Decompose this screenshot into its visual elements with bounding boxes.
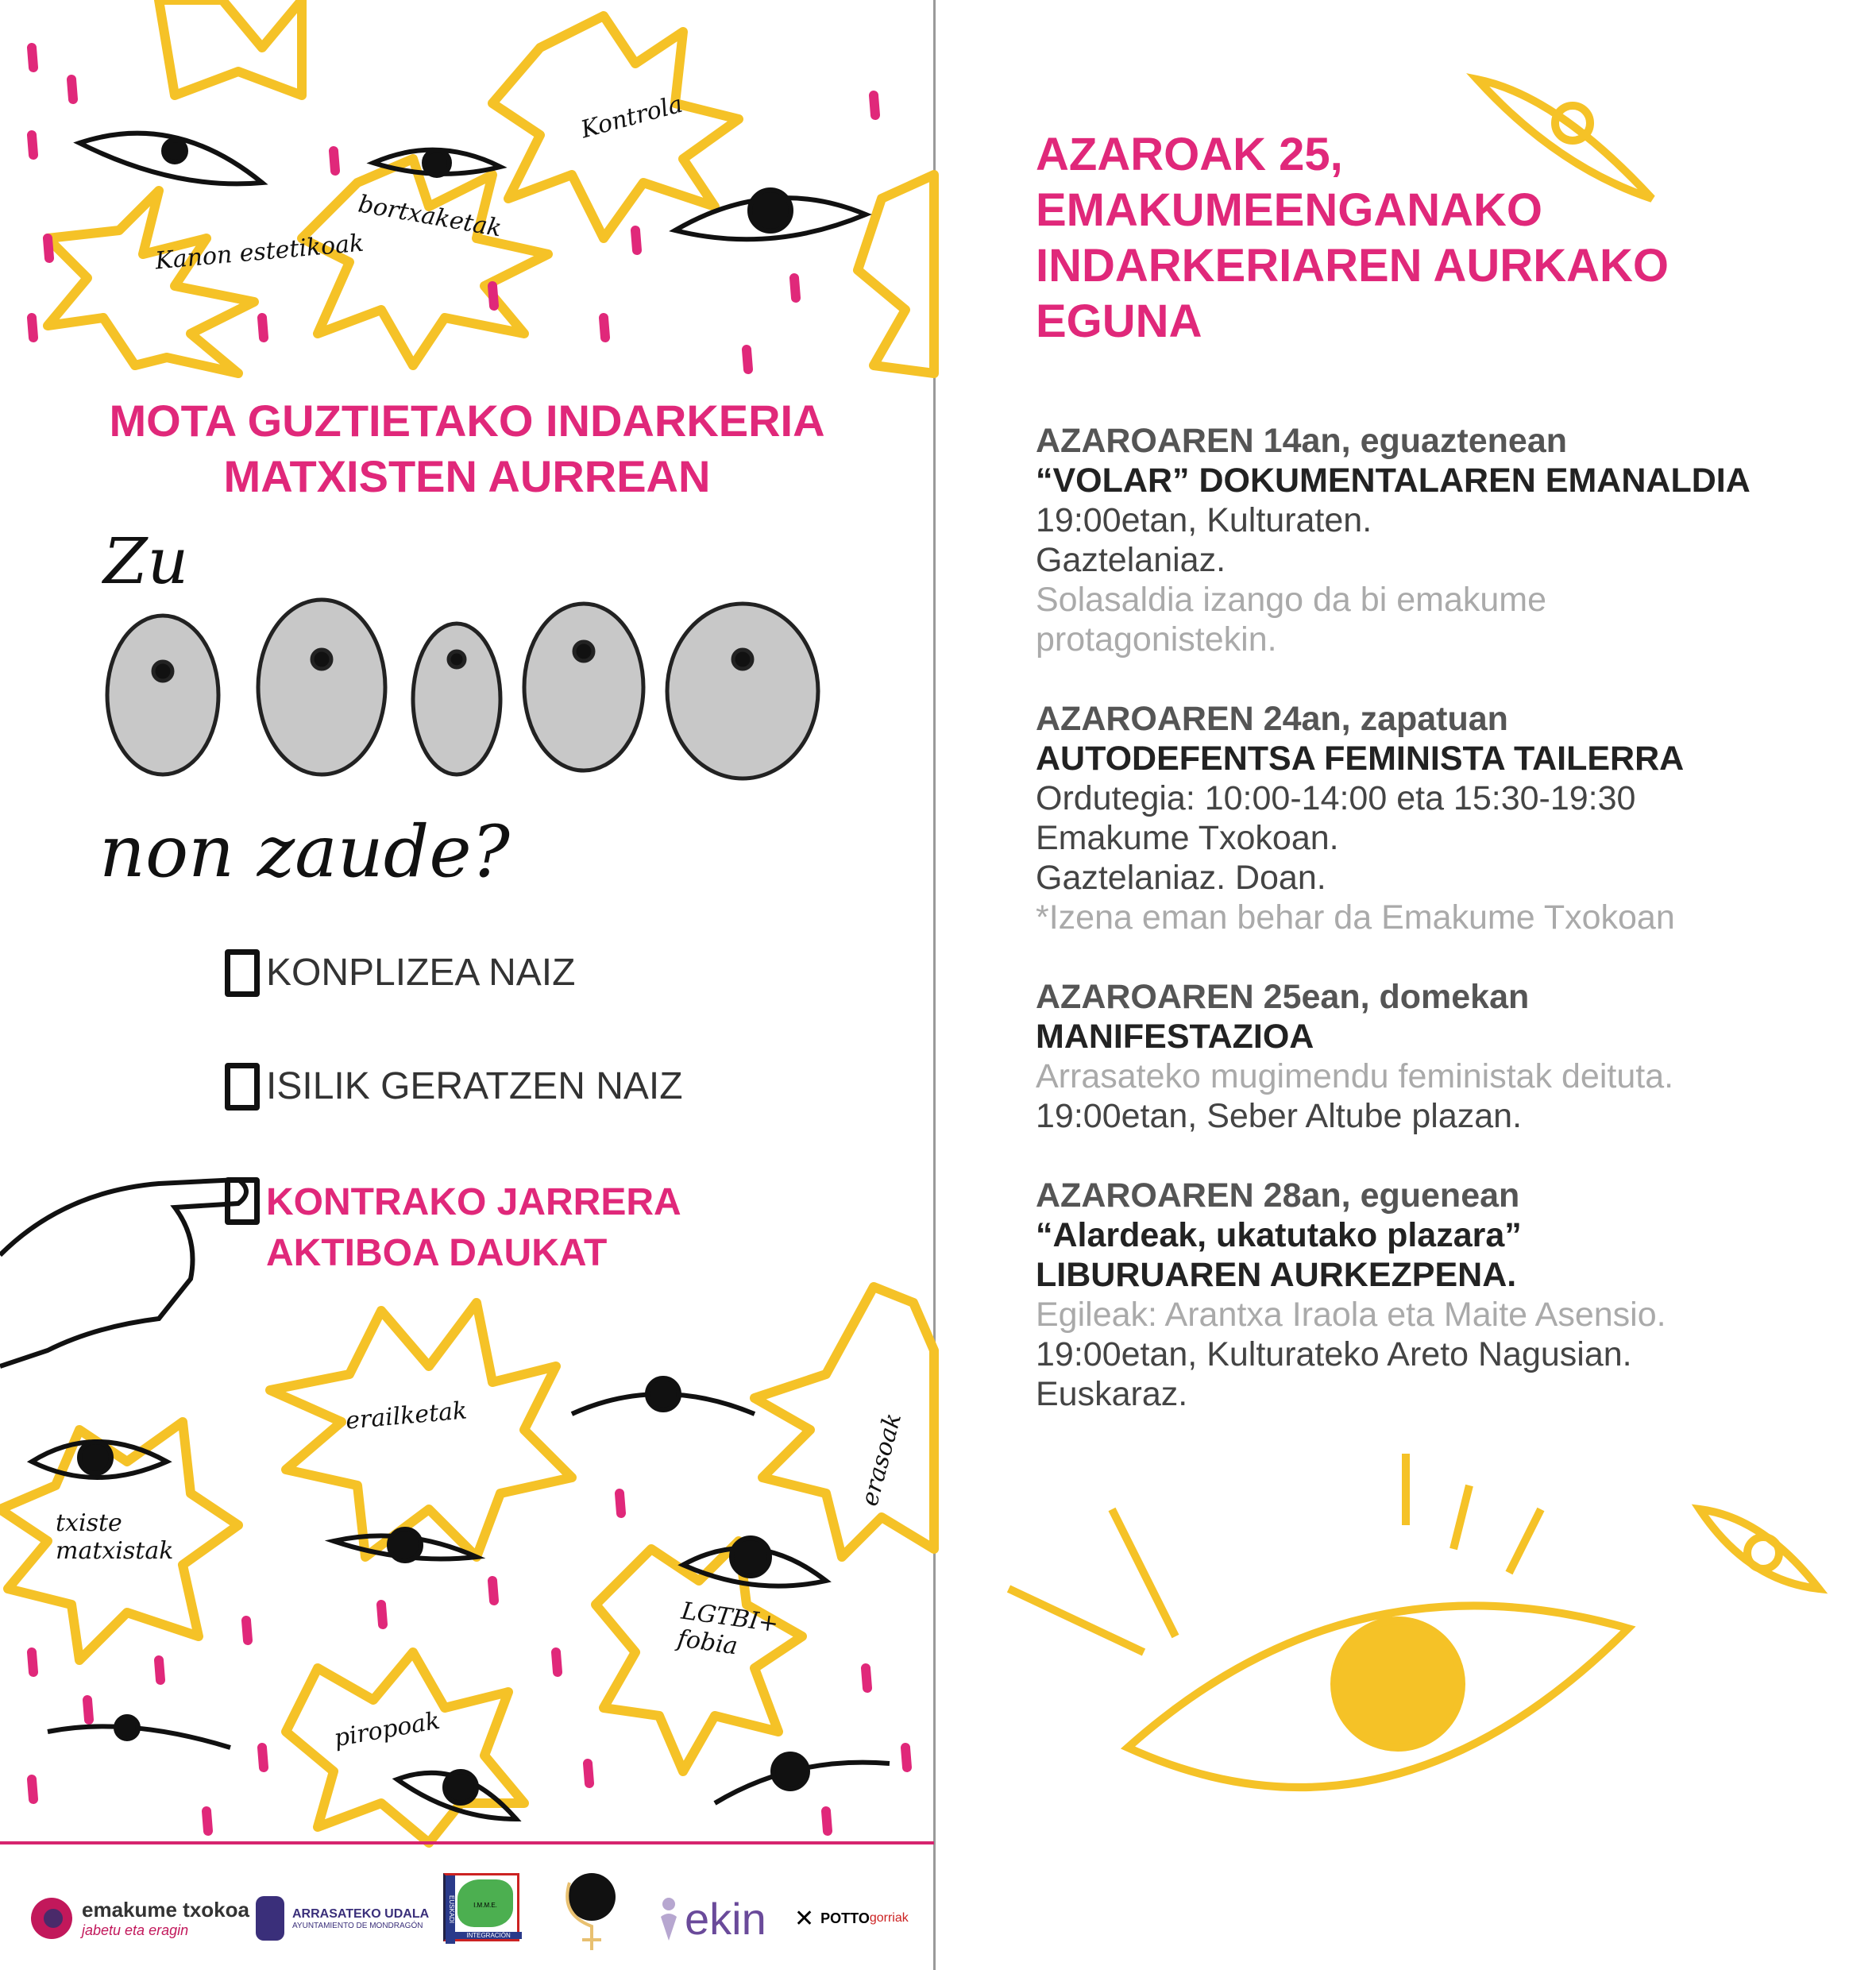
event-note: Solasaldia izango da bi emakume: [1036, 581, 1547, 619]
person-icon: [659, 1895, 678, 1942]
hand-question-top: Zu: [103, 524, 189, 598]
option-kontrako[interactable]: [225, 1177, 681, 1279]
left-title: [0, 393, 934, 504]
coat-of-arms-icon: [254, 1895, 286, 1942]
right-title-line: INDARKERIAREN AURKAKO: [1036, 240, 1669, 292]
doodle-label: erasoak: [855, 1410, 908, 1509]
event-info: Gaztelaniaz.: [1036, 541, 1226, 579]
option-konplizea[interactable]: [225, 949, 575, 997]
hand-question-bottom: non zaude?: [99, 810, 510, 894]
event-note: *Izena eman behar da Emakume Txokoan: [1036, 898, 1675, 937]
event-date: AZAROAREN 24an, zapatuan: [1036, 700, 1508, 738]
left-title-line: MOTA GUZTIETAKO INDARKERIA: [109, 396, 825, 446]
logo-ekin: [659, 1883, 766, 1954]
event-title: “VOLAR” DOKUMENTALAREN EMANALDIA: [1036, 462, 1751, 500]
checkbox[interactable]: [225, 1063, 260, 1111]
event-date: AZAROAREN 28an, eguenean: [1036, 1176, 1520, 1215]
checkbox[interactable]: [225, 1177, 260, 1225]
star-doodle: [858, 175, 934, 373]
x-mark-icon: ✕: [794, 1905, 815, 1932]
logo-tagline: jabetu eta eragin: [82, 1922, 189, 1938]
doodle-label: Kontrola: [577, 90, 686, 145]
event-info: Ordutegia: 10:00-14:00 eta 15:30-19:30: [1036, 779, 1636, 817]
left-title-line: MATXISTEN AURREAN: [223, 451, 711, 501]
star-doodle: [159, 0, 302, 95]
logo-potto-gorriak: [794, 1883, 909, 1954]
option-label-line: KONTRAKO JARRERA: [266, 1181, 681, 1223]
logo-text: ekin: [685, 1893, 766, 1944]
pointing-hand-drawing: [0, 1180, 246, 1366]
logo-text: I.M.M.E.: [457, 1879, 513, 1927]
logo-text: emakume txokoa: [82, 1898, 249, 1922]
event-item: [1036, 699, 1846, 937]
checkbox[interactable]: [225, 949, 260, 997]
event-item: [1036, 977, 1846, 1136]
event-title: “Alardeak, ukatutako plazara”: [1036, 1216, 1522, 1254]
faces-illustration: [107, 600, 818, 778]
event-title: MANIFESTAZIOA: [1036, 1018, 1314, 1056]
event-item: [1036, 1176, 1846, 1414]
event-title: AUTODEFENTSA FEMINISTA TAILERRA: [1036, 740, 1685, 778]
right-title-line: EMAKUMEENGANAKO: [1036, 184, 1542, 236]
event-info: 19:00etan, Kulturateko Areto Nagusian.: [1036, 1335, 1632, 1373]
logo-arrasateko-udala: [254, 1883, 429, 1954]
option-label: [266, 1177, 681, 1279]
doodle-label: txiste matxistak: [56, 1509, 174, 1565]
event-title: LIBURUAREN AURKEZPENA.: [1036, 1256, 1517, 1294]
right-title: [1036, 127, 1669, 350]
star-doodle: [270, 1303, 572, 1557]
right-title-line: AZAROAK 25,: [1036, 129, 1343, 180]
event-info: Emakume Txokoan.: [1036, 819, 1339, 857]
event-info: Euskaraz.: [1036, 1375, 1188, 1413]
footer-divider: [0, 1841, 934, 1844]
events-list: [1036, 421, 1846, 1454]
option-label: ISILIK GERATZEN NAIZ: [266, 1065, 683, 1107]
logo-globe-women: [560, 1867, 623, 1954]
logo-side-text: EUSKADI: [446, 1875, 455, 1944]
logo-integracion: [443, 1873, 519, 1941]
eye-logo-icon: [28, 1895, 75, 1942]
star-doodle: [755, 1287, 934, 1557]
right-title-line: EGUNA: [1036, 296, 1202, 347]
event-item: [1036, 421, 1846, 659]
logo-text: POTTO: [820, 1910, 870, 1926]
event-note: Arrasateko mugimendu feministak deituta.: [1036, 1057, 1674, 1095]
doodle-label: Kanon estetikoak: [153, 229, 365, 276]
logo-subtext: AYUNTAMIENTO DE MONDRAGÓN: [292, 1921, 423, 1930]
doodle-label: erailketak: [344, 1396, 469, 1435]
option-isilik[interactable]: [225, 1063, 683, 1111]
option-label-line: AKTIBOA DAUKAT: [266, 1232, 608, 1274]
star-doodle: [286, 1652, 524, 1843]
option-label: KONPLIZEA NAIZ: [266, 952, 576, 994]
logo-bottom-text: INTEGRACIÓN: [455, 1932, 522, 1939]
event-info: Gaztelaniaz. Doan.: [1036, 859, 1326, 897]
doodle-label: piropoak: [331, 1706, 442, 1753]
logo-text: ARRASATEKO UDALA: [292, 1906, 430, 1921]
eye-doodle-small: [1700, 1509, 1819, 1589]
event-date: AZAROAREN 25ean, domekan: [1036, 978, 1530, 1016]
event-note: Egileak: Arantxa Iraola eta Maite Asensio.: [1036, 1296, 1666, 1334]
event-date: AZAROAREN 14an, eguaztenean: [1036, 422, 1568, 460]
logo-text: gorriak: [869, 1911, 909, 1925]
event-info: 19:00etan, Seber Altube plazan.: [1036, 1097, 1523, 1135]
event-info: 19:00etan, Kulturaten.: [1036, 501, 1372, 539]
star-doodle: [48, 191, 254, 373]
logo-emakume-txokoa: [28, 1883, 249, 1954]
doodle-label: bortxaketak: [356, 190, 504, 243]
event-note: protagonistekin.: [1036, 620, 1277, 659]
doodle-label: LGTBI+ fobia: [675, 1597, 781, 1661]
